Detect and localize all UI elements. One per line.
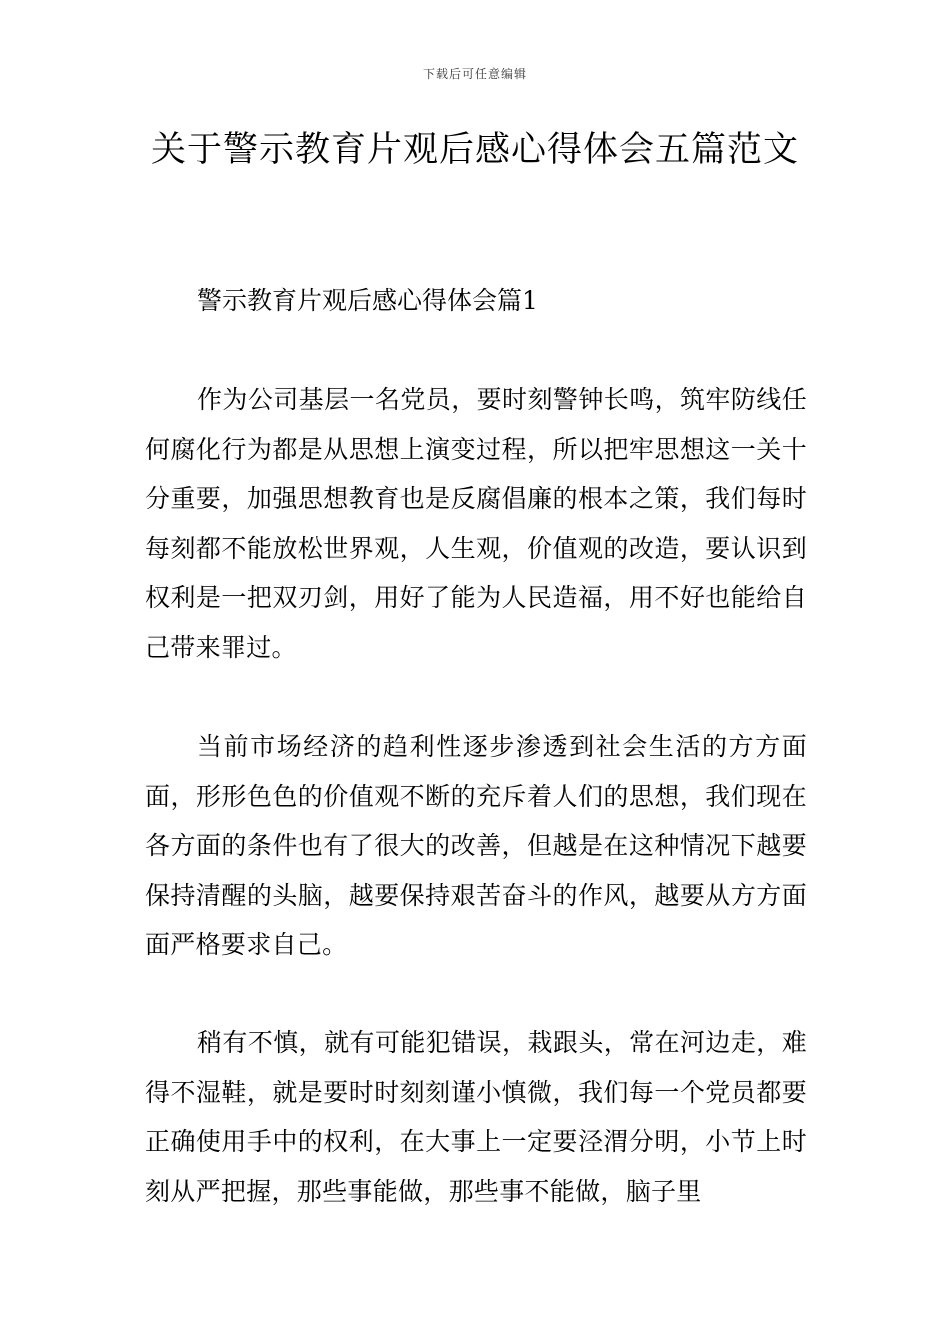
paragraph-3: 稍有不慎，就有可能犯错误，栽跟头，常在河边走，难得不湿鞋，就是要时时刻刻谨小慎微，我们每一个党员都要正确使用手中的权利，在大事上一定要泾渭分明，小节上时刻从严把握，那些事能做，那些事不能做，脑子里 (145, 1028, 807, 1206)
section-heading: 警示教育片观后感心得体会篇1 (197, 286, 538, 315)
paragraph-1: 作为公司基层一名党员，要时刻警钟长鸣，筑牢防线任何腐化行为都是从思想上演变过程，所以把牢思想这一关十分重要，加强思想教育也是反腐倡廉的根本之策，我们每时每刻都不能放松世界观，人生观，价值观的改造，要认识到权利是一把双刃剑，用好了能为人民造福，用不好也能给自己带来罪过。 (145, 385, 807, 662)
document-title: 关于警示教育片观后感心得体会五篇范文 (150, 130, 799, 170)
paragraph-2: 当前市场经济的趋利性逐步渗透到社会生活的方方面面，形形色色的价值观不断的充斥着人们的思想，我们现在各方面的条件也有了很大的改善，但越是在这种情况下越要保持清醒的头脑，越要保持艰苦奋斗的作风，越要从方方面面严格要求自己。 (145, 732, 807, 959)
header-note: 下载后可任意编辑 (422, 67, 527, 81)
